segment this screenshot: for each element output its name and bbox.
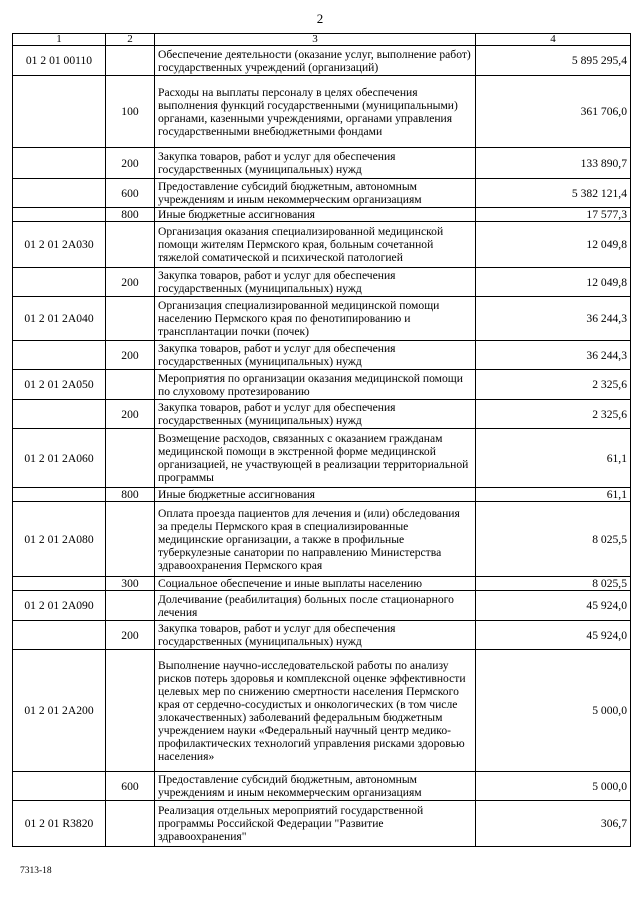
row-description: Реализация отдельных мероприятий государственной программы Российской Федерации "Развитие здравоохранения" bbox=[155, 801, 476, 847]
target-article-code: 01 2 01 2А200 bbox=[13, 650, 106, 772]
row-amount: 133 890,7 bbox=[476, 148, 631, 179]
table-row bbox=[13, 148, 631, 179]
expense-type-code bbox=[106, 801, 155, 847]
expense-type-code: 300 bbox=[106, 577, 155, 591]
table-row bbox=[13, 488, 631, 502]
row-amount: 61,1 bbox=[476, 488, 631, 502]
expense-type-code: 800 bbox=[106, 488, 155, 502]
target-article-code: 01 2 01 00110 bbox=[13, 46, 106, 76]
column-number-row bbox=[13, 34, 631, 46]
table-row bbox=[13, 222, 631, 268]
table-row bbox=[13, 370, 631, 400]
row-amount: 45 924,0 bbox=[476, 621, 631, 650]
target-article-code bbox=[13, 621, 106, 650]
table-row bbox=[13, 76, 631, 148]
target-article-code: 01 2 01 R3820 bbox=[13, 801, 106, 847]
row-description: Обеспечение деятельности (оказание услуг, выполнение работ) государственных учреждений (организаций) bbox=[155, 46, 476, 76]
target-article-code: 01 2 01 2А090 bbox=[13, 591, 106, 621]
row-description: Предоставление субсидий бюджетным, автономным учреждениям и иным некоммерческим организациям bbox=[155, 772, 476, 801]
row-description: Закупка товаров, работ и услуг для обеспечения государственных (муниципальных) нужд bbox=[155, 148, 476, 179]
table-row bbox=[13, 591, 631, 621]
row-description: Возмещение расходов, связанных с оказанием гражданам медицинской помощи в экстренной форме медицинской организацией, не участвующей в реализации территориальной программы bbox=[155, 429, 476, 488]
row-amount: 5 000,0 bbox=[476, 650, 631, 772]
document-code: 7313-18 bbox=[20, 866, 52, 876]
target-article-code: 01 2 01 2А080 bbox=[13, 502, 106, 577]
expense-type-code bbox=[106, 222, 155, 268]
table-row bbox=[13, 621, 631, 650]
row-description: Закупка товаров, работ и услуг для обеспечения государственных (муниципальных) нужд bbox=[155, 621, 476, 650]
table-row bbox=[13, 208, 631, 222]
table-row bbox=[13, 429, 631, 488]
row-amount: 36 244,3 bbox=[476, 297, 631, 341]
row-amount: 5 000,0 bbox=[476, 772, 631, 801]
row-description: Организация специализированной медицинской помощи населению Пермского края по фенотипированию и трансплантации почки (почек) bbox=[155, 297, 476, 341]
row-description: Выполнение научно-исследовательской работы по анализу рисков потерь здоровья и комплексной оценке эффективности целевых мер по снижению смертности населения Пермского края от сердечно-сосудистых и онкологических (в том числе злокачественных) заболеваний федеральным бюджетным учреждением науки «Федеральный научный центр медико-профилактических технологий управления рисками здоровью населения» bbox=[155, 650, 476, 772]
row-amount: 5 382 121,4 bbox=[476, 179, 631, 208]
table-row bbox=[13, 400, 631, 429]
expense-type-code bbox=[106, 297, 155, 341]
row-amount: 12 049,8 bbox=[476, 222, 631, 268]
table-row bbox=[13, 179, 631, 208]
expense-type-code bbox=[106, 370, 155, 400]
table-row bbox=[13, 577, 631, 591]
expense-type-code: 100 bbox=[106, 76, 155, 148]
table-row bbox=[13, 341, 631, 370]
table-row bbox=[13, 46, 631, 76]
row-description: Организация оказания специализированной медицинской помощи жителям Пермского края, больным сочетанной тяжелой соматической и психической патологией bbox=[155, 222, 476, 268]
target-article-code bbox=[13, 208, 106, 222]
expense-type-code: 200 bbox=[106, 268, 155, 297]
expense-type-code bbox=[106, 650, 155, 772]
row-description: Мероприятия по организации оказания медицинской помощи по слуховому протезированию bbox=[155, 370, 476, 400]
expense-type-code bbox=[106, 591, 155, 621]
target-article-code: 01 2 01 2А030 bbox=[13, 222, 106, 268]
row-amount: 36 244,3 bbox=[476, 341, 631, 370]
target-article-code bbox=[13, 772, 106, 801]
target-article-code bbox=[13, 148, 106, 179]
column-number-4: 4 bbox=[476, 34, 631, 46]
row-description: Иные бюджетные ассигнования bbox=[155, 488, 476, 502]
target-article-code bbox=[13, 76, 106, 148]
target-article-code bbox=[13, 488, 106, 502]
row-amount: 2 325,6 bbox=[476, 370, 631, 400]
expense-type-code bbox=[106, 502, 155, 577]
expense-type-code: 600 bbox=[106, 179, 155, 208]
row-description: Социальное обеспечение и иные выплаты населению bbox=[155, 577, 476, 591]
row-amount: 8 025,5 bbox=[476, 577, 631, 591]
target-article-code: 01 2 01 2А060 bbox=[13, 429, 106, 488]
row-description: Иные бюджетные ассигнования bbox=[155, 208, 476, 222]
row-amount: 306,7 bbox=[476, 801, 631, 847]
expense-type-code bbox=[106, 429, 155, 488]
table-row bbox=[13, 268, 631, 297]
budget-table bbox=[12, 33, 631, 847]
row-amount: 45 924,0 bbox=[476, 591, 631, 621]
column-number-1: 1 bbox=[13, 34, 106, 46]
table-row bbox=[13, 650, 631, 772]
row-amount: 17 577,3 bbox=[476, 208, 631, 222]
row-description: Расходы на выплаты персоналу в целях обеспечения выполнения функций государственными (муниципальными) органами, казенными учреждениями, органами управления государственными внебюджетными фондами bbox=[155, 76, 476, 148]
expense-type-code: 800 bbox=[106, 208, 155, 222]
row-description: Закупка товаров, работ и услуг для обеспечения государственных (муниципальных) нужд bbox=[155, 341, 476, 370]
expense-type-code: 200 bbox=[106, 621, 155, 650]
target-article-code bbox=[13, 341, 106, 370]
row-description: Долечивание (реабилитация) больных после стационарного лечения bbox=[155, 591, 476, 621]
target-article-code bbox=[13, 577, 106, 591]
target-article-code: 01 2 01 2А040 bbox=[13, 297, 106, 341]
row-amount: 12 049,8 bbox=[476, 268, 631, 297]
page-number: 2 bbox=[316, 11, 324, 26]
expense-type-code: 200 bbox=[106, 341, 155, 370]
row-description: Закупка товаров, работ и услуг для обеспечения государственных (муниципальных) нужд bbox=[155, 400, 476, 429]
row-amount: 2 325,6 bbox=[476, 400, 631, 429]
row-amount: 361 706,0 bbox=[476, 76, 631, 148]
expense-type-code bbox=[106, 46, 155, 76]
column-number-3: 3 bbox=[155, 34, 476, 46]
target-article-code bbox=[13, 268, 106, 297]
row-description: Оплата проезда пациентов для лечения и (или) обследования за пределы Пермского края в специализированные медицинские организации, а также в профильные туберкулезные санатории по направлению Министерства здравоохранения Пермского края bbox=[155, 502, 476, 577]
row-amount: 61,1 bbox=[476, 429, 631, 488]
row-description: Предоставление субсидий бюджетным, автономным учреждениям и иным некоммерческим организациям bbox=[155, 179, 476, 208]
target-article-code: 01 2 01 2А050 bbox=[13, 370, 106, 400]
row-amount: 5 895 295,4 bbox=[476, 46, 631, 76]
row-description: Закупка товаров, работ и услуг для обеспечения государственных (муниципальных) нужд bbox=[155, 268, 476, 297]
row-amount: 8 025,5 bbox=[476, 502, 631, 577]
target-article-code bbox=[13, 179, 106, 208]
table-row bbox=[13, 772, 631, 801]
expense-type-code: 200 bbox=[106, 400, 155, 429]
table-row bbox=[13, 297, 631, 341]
target-article-code bbox=[13, 400, 106, 429]
table-row bbox=[13, 502, 631, 577]
expense-type-code: 200 bbox=[106, 148, 155, 179]
expense-type-code: 600 bbox=[106, 772, 155, 801]
column-number-2: 2 bbox=[106, 34, 155, 46]
table-row bbox=[13, 801, 631, 847]
